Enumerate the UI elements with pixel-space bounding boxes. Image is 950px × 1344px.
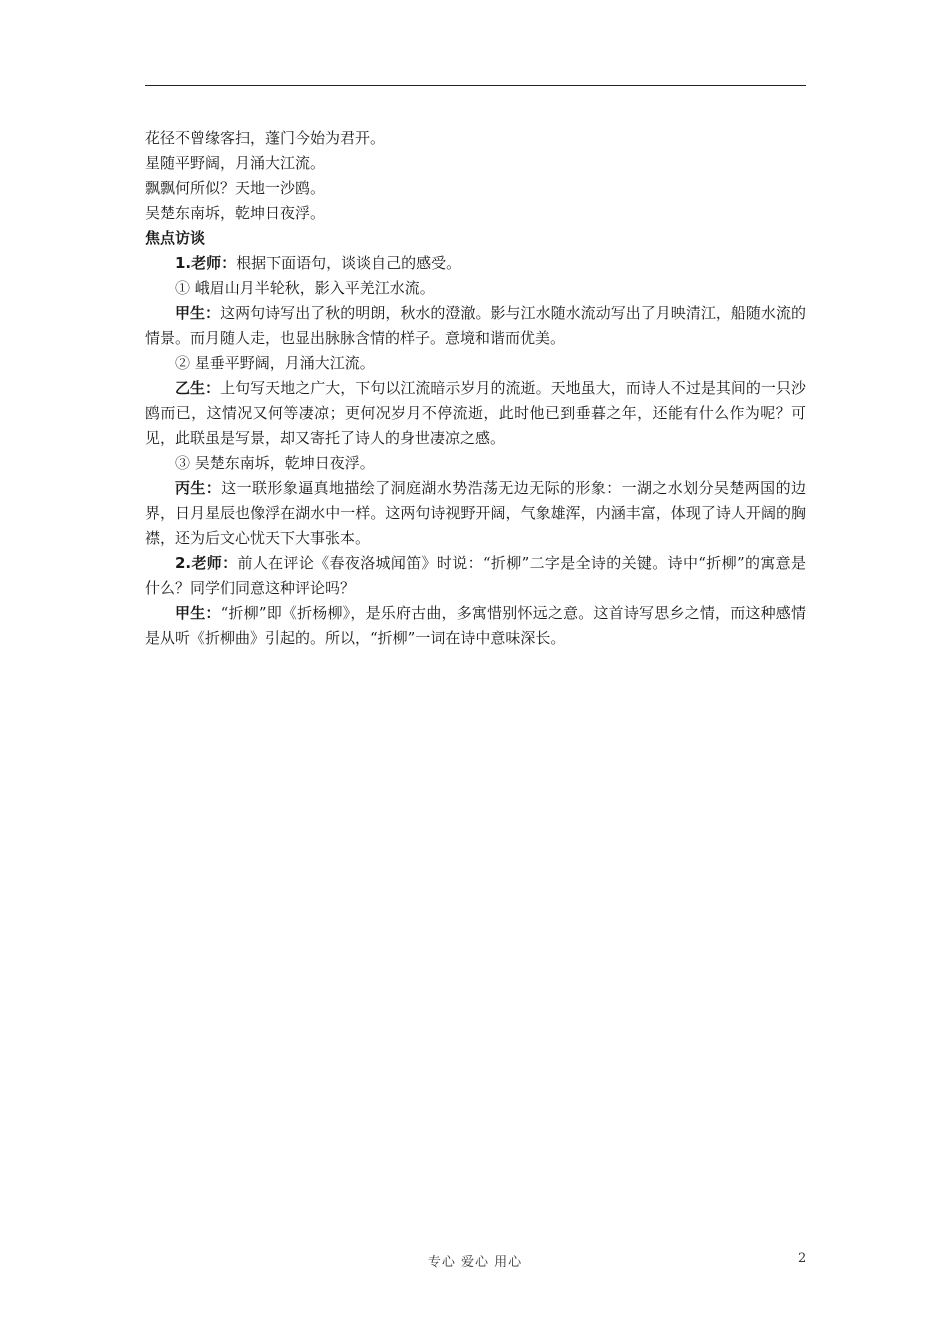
- answer-text: 这两句诗写出了秋的明朗，秋水的澄澈。影与江水随水流动写出了月映清江，船随水流的情景。而月随人走，也显出脉脉含情的样子。意境和谐而优美。: [145, 304, 806, 347]
- answer-text: “折柳”即《折杨柳》，是乐府古曲，多寓惜别怀远之意。这首诗写思乡之情，而这种感情是从听《折柳曲》引起的。所以，“折柳”一词在诗中意味深长。: [145, 604, 806, 647]
- speaker-label: 2.老师：: [175, 554, 238, 572]
- poem-line: 飘飘何所似？天地一沙鸥。: [145, 179, 326, 197]
- verse-item: ① 峨眉山月半轮秋，影入平羌江水流。: [175, 279, 435, 297]
- section-title: 焦点访谈: [145, 229, 206, 247]
- teacher-question-1: [145, 251, 806, 276]
- speaker-label: 1.老师：: [175, 254, 237, 272]
- question-text: 前人在评论《春夜洛城闻笛》时说：“折柳”二字是全诗的关键。诗中“折柳”的寓意是什么？同学们同意这种评论吗？: [145, 554, 806, 597]
- page-number: 2: [798, 1251, 807, 1266]
- speaker-label: 丙生：: [175, 479, 222, 497]
- verse-item: ② 星垂平野阔，月涌大江流。: [175, 354, 375, 372]
- poem-line: 花径不曾缘客扫，蓬门今始为君开。: [145, 129, 386, 147]
- teacher-question-2: [145, 551, 806, 601]
- poem-line: 星随平野阔，月涌大江流。: [145, 154, 326, 172]
- answer-text: 这一联形象逼真地描绘了洞庭湖水势浩荡无边无际的形象：一湖之水划分吴楚两国的边界，日月星辰也像浮在湖水中一样。这两句诗视野开阔，气象雄浑，内涵丰富，体现了诗人开阔的胸襟，还为后文心忧天下大事张本。: [145, 479, 806, 547]
- poem-line: 吴楚东南坼，乾坤日夜浮。: [145, 204, 326, 222]
- answer-text: 上句写天地之广大，下句以江流暗示岁月的流逝。天地虽大，而诗人不过是其间的一只沙鸥而已，这情况又何等凄凉；更何况岁月不停流逝，此时他已到垂暮之年，还能有什么作为呢？可见，此联虽是写景，却又寄托了诗人的身世凄凉之感。: [145, 379, 806, 447]
- student-answer: [145, 476, 806, 551]
- page-content: [145, 126, 806, 651]
- student-answer: [145, 301, 806, 351]
- speaker-label: 甲生：: [175, 304, 221, 322]
- verse-item: ③ 吴楚东南坼，乾坤日夜浮。: [175, 454, 375, 472]
- student-answer: [145, 376, 806, 451]
- footer-slogan: 专心 爱心 用心: [427, 1255, 523, 1270]
- question-text: 根据下面语句，谈谈自己的感受。: [236, 254, 462, 272]
- speaker-label: 甲生：: [175, 604, 221, 622]
- header-rule: [145, 85, 806, 86]
- student-answer: [145, 601, 806, 651]
- speaker-label: 乙生：: [175, 379, 221, 397]
